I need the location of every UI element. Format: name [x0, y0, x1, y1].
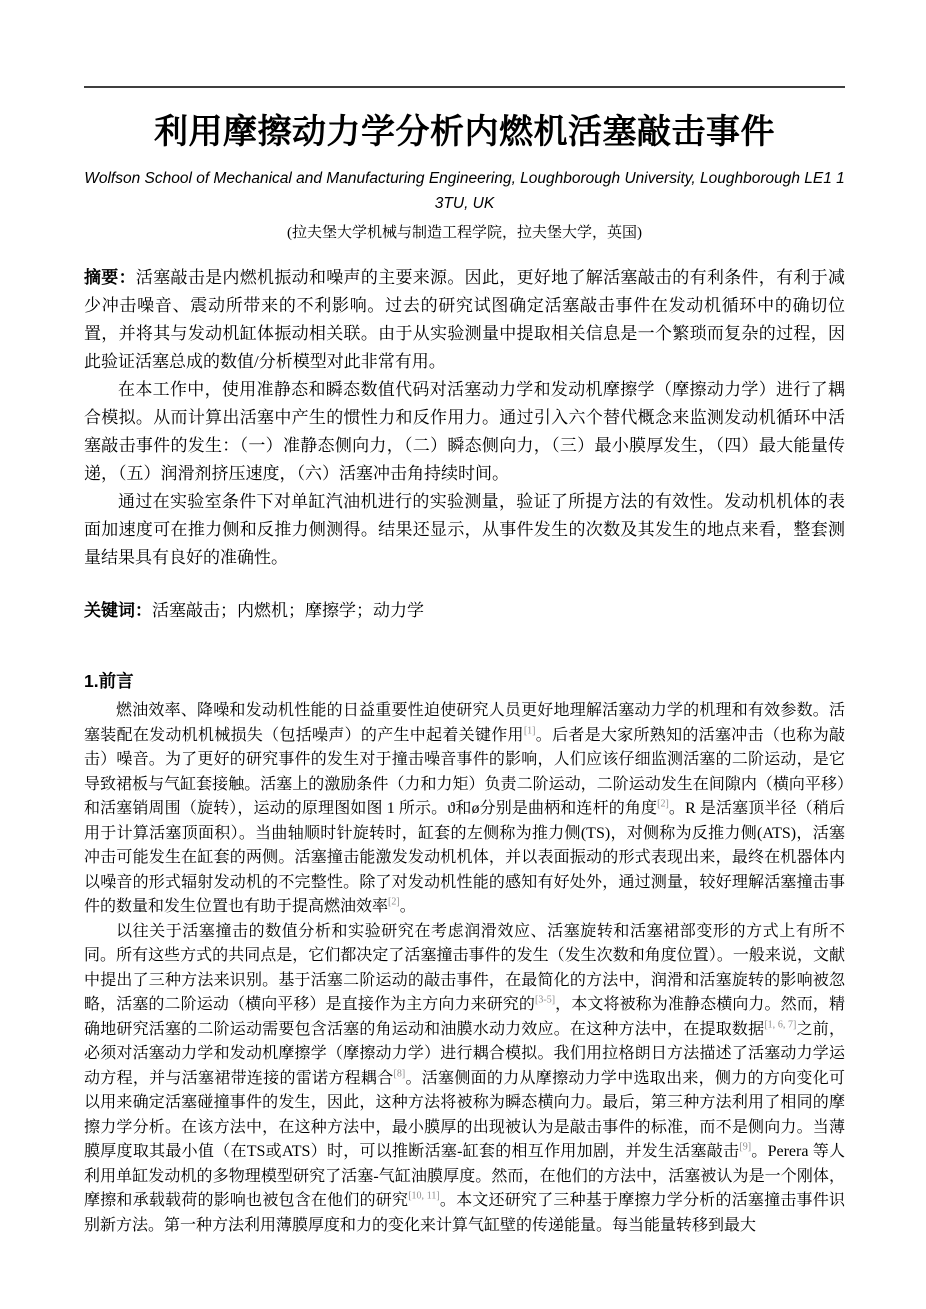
header-rule	[84, 86, 845, 88]
citation-ref: [1, 6, 7]	[764, 1019, 797, 1031]
abstract-paragraph: 在本工作中，使用准静态和瞬态数值代码对活塞动力学和发动机摩擦学（摩擦动力学）进行了耦合模拟。从而计算出活塞中产生的惯性力和反作用力。通过引入六个替代概念来监测发动机循环中活塞敲击事件的发生：（一）准静态侧向力，（二）瞬态侧向力，（三）最小膜厚发生，（四）最大能量传递，（五）润滑剂挤压速度，（六）活塞冲击角持续时间。	[84, 380, 845, 483]
body-paragraph	[84, 699, 845, 920]
keywords-label: 关键词：	[84, 601, 152, 620]
text-run: 以往关于活塞撞击的数值分析和实验研究在考虑润滑效应、活塞旋转和活塞裙部变形的方式上有所不同。所有这些方式的共同点是，它们都决定了活塞撞击事件的发生（发生次数和角度位置）。一般来说，文献中提出了三种方法来识别。基于活塞二阶运动的敲击事件，在最简化的方法中，润滑和活塞旋转的影响被忽略，活塞的二阶运动（横向平移）是直接作为主方向力来研究的	[84, 922, 845, 1013]
text-run: 。Perera 等人利用单缸发动机的多物理模型研究了活塞-气缸油膜厚度。然而，在他们的方法中，活塞被认为是一个刚体，摩擦和承载载荷的影响也被包含在他们的研究	[84, 1143, 845, 1209]
text-run: 。活塞侧面的力从摩擦动力学中选取出来，侧力的方向变化可以用来确定活塞碰撞事件的发生，因此，这种方法将被称为瞬态横向力。最后，第三种方法利用了相同的摩擦力学分析。在该方法中，在这种方法中，最小膜厚的出现被认为是敲击事件的标准，而不是侧向力。当薄膜厚度取其最小值（在TS或ATS）时，可以推断活塞-缸套的相互作用加剧，并发生活塞敲击	[84, 1069, 845, 1160]
affiliation-en	[84, 166, 845, 216]
affiliation-zh: (拉夫堡大学机械与制造工程学院，拉夫堡大学，英国)	[287, 225, 642, 241]
text-run: 燃油效率、降噪和发动机性能的日益重要性迫使研究人员更好地理解活塞动力学的机理和有效参数。活塞装配在发动机机械损失（包括噪声）的产生中起着关键作用	[84, 702, 845, 744]
abstract-text: 活塞敲击是内燃机振动和噪声的主要来源。因此，更好地了解活塞敲击的有利条件，有利于减少冲击噪音、震动所带来的不利影响。过去的研究试图确定活塞敲击事件在发动机循环中的确切位置，并将其与发动机缸体振动相关联。由于从实验测量中提取相关信息是一个繁琐而复杂的过程，因此验证活塞总成的数值/分析模型对此非常有用。	[84, 268, 846, 371]
section-body	[84, 699, 845, 1238]
citation-ref: [8]	[393, 1068, 406, 1080]
text-run: 。R 是活塞顶半径（稍后用于计算活塞顶面积）。当曲轴顺时针旋转时，缸套的左侧称为推力侧(TS)，对侧称为反推力侧(ATS)，活塞冲击可能发生在缸套的两侧。活塞撞击能激发发动机机体，并以表面振动的形式表现出来，最终在机器体内以噪音的形式辐射发动机的不完整性。除了对发动机性能的感知有好处外，通过测量，较好理解活塞撞击事件的数量和发生位置也有助于提高燃油效率	[84, 800, 845, 915]
text-run: 。	[399, 898, 416, 915]
keywords-text: 活塞敲击；内燃机；摩擦学；动力学	[152, 601, 424, 620]
citation-ref: [2]	[657, 798, 669, 810]
citation-ref: [3-5]	[535, 994, 556, 1006]
citation-ref: [9]	[739, 1141, 752, 1153]
text-run: ，本文将被称为准静态横向力。然而，精确地研究活塞的二阶运动需要包含活塞的角运动和油膜水动力效应。在这种方法中，在提取数据	[84, 996, 845, 1038]
body-paragraph	[84, 920, 845, 1239]
citation-ref: [1]	[523, 725, 536, 737]
abstract-block	[84, 264, 845, 572]
text-run: 。后者是大家所熟知的活塞冲击（也称为敲击）噪音。为了更好的研究事件的发生对于撞击噪音事件的影响，人们应该仔细监测活塞的二阶运动，是它导致裙板与气缸套接触。活塞上的激励条件（力和力矩）负责二阶运动，二阶运动发生在间隙内（横向平移）和活塞销周围（旋转），运动的原理图如图 1 所示。ϑ和ø分别是曲柄和连杆的角度	[84, 726, 845, 817]
text-run: 。本文还研究了三种基于摩擦力学分析的活塞撞击事件识别新方法。第一种方法利用薄膜厚度和力的变化来计算气缸壁的传递能量。每当能量转移到最大	[84, 1192, 845, 1234]
affiliation-en-line2: 3TU, UK	[434, 195, 495, 212]
abstract-paragraph: 通过在实验室条件下对单缸汽油机进行的实验测量，验证了所提方法的有效性。发动机机体的表面加速度可在推力侧和反推力侧测得。结果还显示，从事件发生的次数及其发生的地点来看，整套测量结果具有良好的准确性。	[84, 492, 845, 567]
abstract-paragraph	[84, 264, 845, 376]
section-heading: 1.前言	[84, 671, 134, 691]
citation-ref: [10, 11]	[408, 1190, 440, 1202]
page-title: 利用摩擦动力学分析内燃机活塞敲击事件	[154, 113, 775, 151]
keywords-line	[84, 597, 845, 625]
citation-ref: [2]	[388, 896, 400, 908]
abstract-label: 摘要：	[84, 268, 136, 287]
affiliation-en-line1: Wolfson School of Mechanical and Manufacturing Engineering, Loughborough University, Loughborough LE1 1	[84, 170, 845, 187]
text-run: 之前，必须对活塞动力学和发动机摩擦学（摩擦动力学）进行耦合模拟。我们用拉格朗日方法描述了活塞动力学运动方程，并与活塞裙带连接的雷诺方程耦合	[84, 1020, 845, 1087]
